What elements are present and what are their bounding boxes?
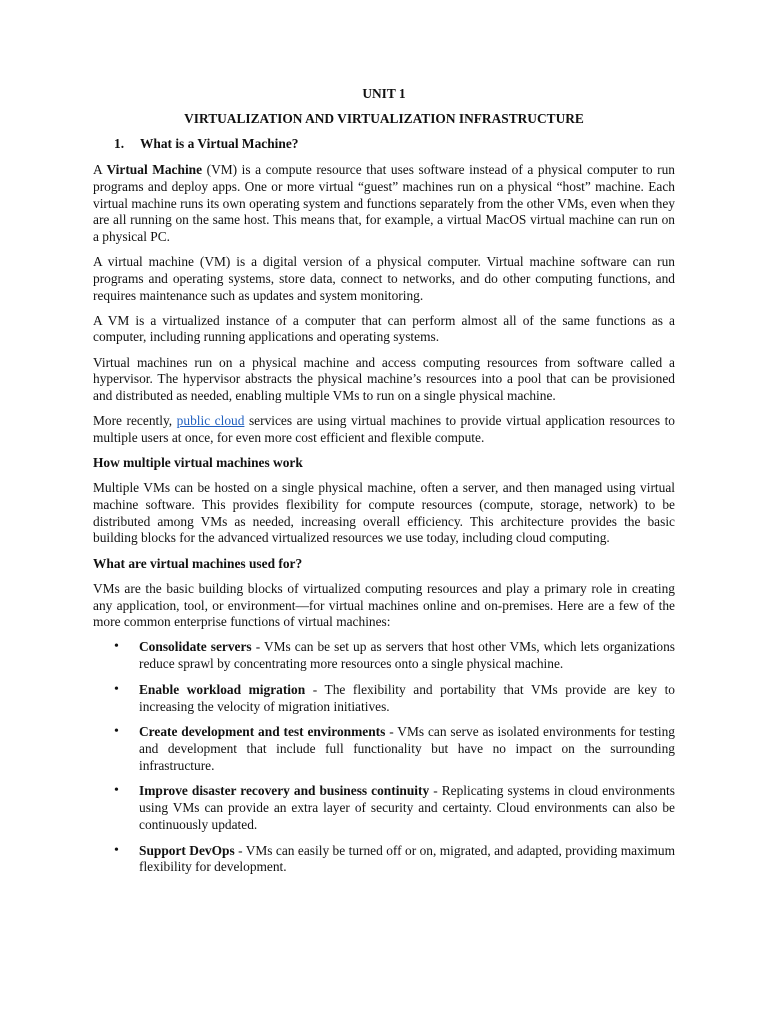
list-item-title: Enable workload migration bbox=[139, 681, 306, 697]
list-item-disaster-recovery bbox=[93, 783, 675, 833]
question-number: 1. bbox=[114, 136, 125, 152]
paragraph-public-cloud bbox=[93, 413, 675, 446]
list-item-consolidate-servers bbox=[93, 639, 675, 672]
list-item-devops bbox=[93, 843, 675, 876]
functions-list bbox=[93, 639, 675, 875]
list-item-title: Support DevOps bbox=[139, 842, 235, 858]
paragraph-virtualized-instance: A VM is a virtualized instance of a computer that can perform almost all of the same functions as a computer, including running applications and operating systems. bbox=[93, 312, 675, 345]
bullet-icon: • bbox=[114, 681, 119, 697]
public-cloud-link[interactable]: public cloud bbox=[176, 413, 245, 429]
list-item-text: - Replicating systems in cloud environments using VMs can provide an extra layer of security and certainty. Cloud environments can also be continuously updated. bbox=[139, 783, 675, 832]
term-virtual-machine: Virtual Machine bbox=[106, 162, 203, 178]
bullet-icon: • bbox=[114, 783, 119, 799]
list-item-text: - VMs can easily be turned off or on, migrated, and adapted, providing maximum flexibility for development. bbox=[139, 842, 675, 875]
heading-vms-used-for: What are virtual machines used for? bbox=[93, 555, 303, 571]
list-item-title: Improve disaster recovery and business continuity bbox=[139, 783, 430, 799]
document-page bbox=[93, 86, 675, 885]
paragraph-vm-definition bbox=[93, 162, 675, 246]
question-text: What is a Virtual Machine? bbox=[140, 136, 299, 152]
list-item-workload-migration bbox=[93, 682, 675, 715]
paragraph-digital-version: A virtual machine (VM) is a digital version of a physical computer. Virtual machine software can run programs and operating systems, store data, connect to networks, and do other computing functions, and requires maintenance such as updates and system monitoring. bbox=[93, 254, 675, 303]
list-item-title: Consolidate servers bbox=[139, 639, 252, 655]
list-item-dev-test bbox=[93, 724, 675, 774]
paragraph-lead: A bbox=[93, 162, 107, 178]
list-item-title: Create development and test environments bbox=[139, 724, 386, 740]
paragraph-vms-used-for: VMs are the basic building blocks of virtualized computing resources and play a primary role in creating any application, tool, or environment—for virtual machines online and on-premises. Here are a few of the more common enterprise functions of virtual machines: bbox=[93, 580, 675, 630]
document-title: VIRTUALIZATION AND VIRTUALIZATION INFRASTRUCTURE bbox=[184, 110, 584, 126]
unit-label: UNIT 1 bbox=[362, 86, 406, 101]
question-heading bbox=[93, 136, 675, 153]
paragraph-rest: (VM) is a compute resource that uses software instead of a physical computer to run programs and deploy apps. One or more virtual “guest” machines run on a physical “host” machine. Each virtual machine runs its own operating system and functions separately from the other VMs, even when they are all running on the same host. This means that, for example, a virtual MacOS virtual machine can run on a physical PC. bbox=[93, 162, 676, 244]
paragraph-hypervisor: Virtual machines run on a physical machine and access computing resources from software called a hypervisor. The hypervisor abstracts the physical machine’s resources into a pool that can be provisioned and distributed as needed, enabling multiple VMs to run on a single physical machine. bbox=[93, 354, 675, 404]
bullet-icon: • bbox=[114, 639, 119, 655]
list-item-text: - VMs can be set up as servers that host other VMs, which lets organizations reduce sprawl by concentrating more resources onto a single physical machine. bbox=[139, 639, 675, 672]
paragraph-multiple-vms: Multiple VMs can be hosted on a single physical machine, often a server, and then managed using virtual machine software. This provides flexibility for compute resources (compute, storage, network) to be distributed among VMs as needed, increasing overall efficiency. This architecture provides the basic building blocks for the advanced virtualized resources we use today, including cloud computing. bbox=[93, 480, 675, 546]
paragraph-lead: More recently, bbox=[93, 413, 177, 429]
heading-multiple-vms: How multiple virtual machines work bbox=[93, 455, 303, 471]
list-item-text: - VMs can serve as isolated environments for testing and development that include full functionality but have no impact on the surrounding infrastructure. bbox=[139, 724, 676, 773]
paragraph-rest: services are using virtual machines to provide virtual application resources to multiple users at once, for even more cost efficient and flexible compute. bbox=[93, 413, 675, 445]
bullet-icon: • bbox=[114, 842, 119, 858]
bullet-icon: • bbox=[114, 724, 119, 740]
list-item-text: - The flexibility and portability that VMs provide are key to increasing the velocity of migration initiatives. bbox=[139, 681, 675, 714]
